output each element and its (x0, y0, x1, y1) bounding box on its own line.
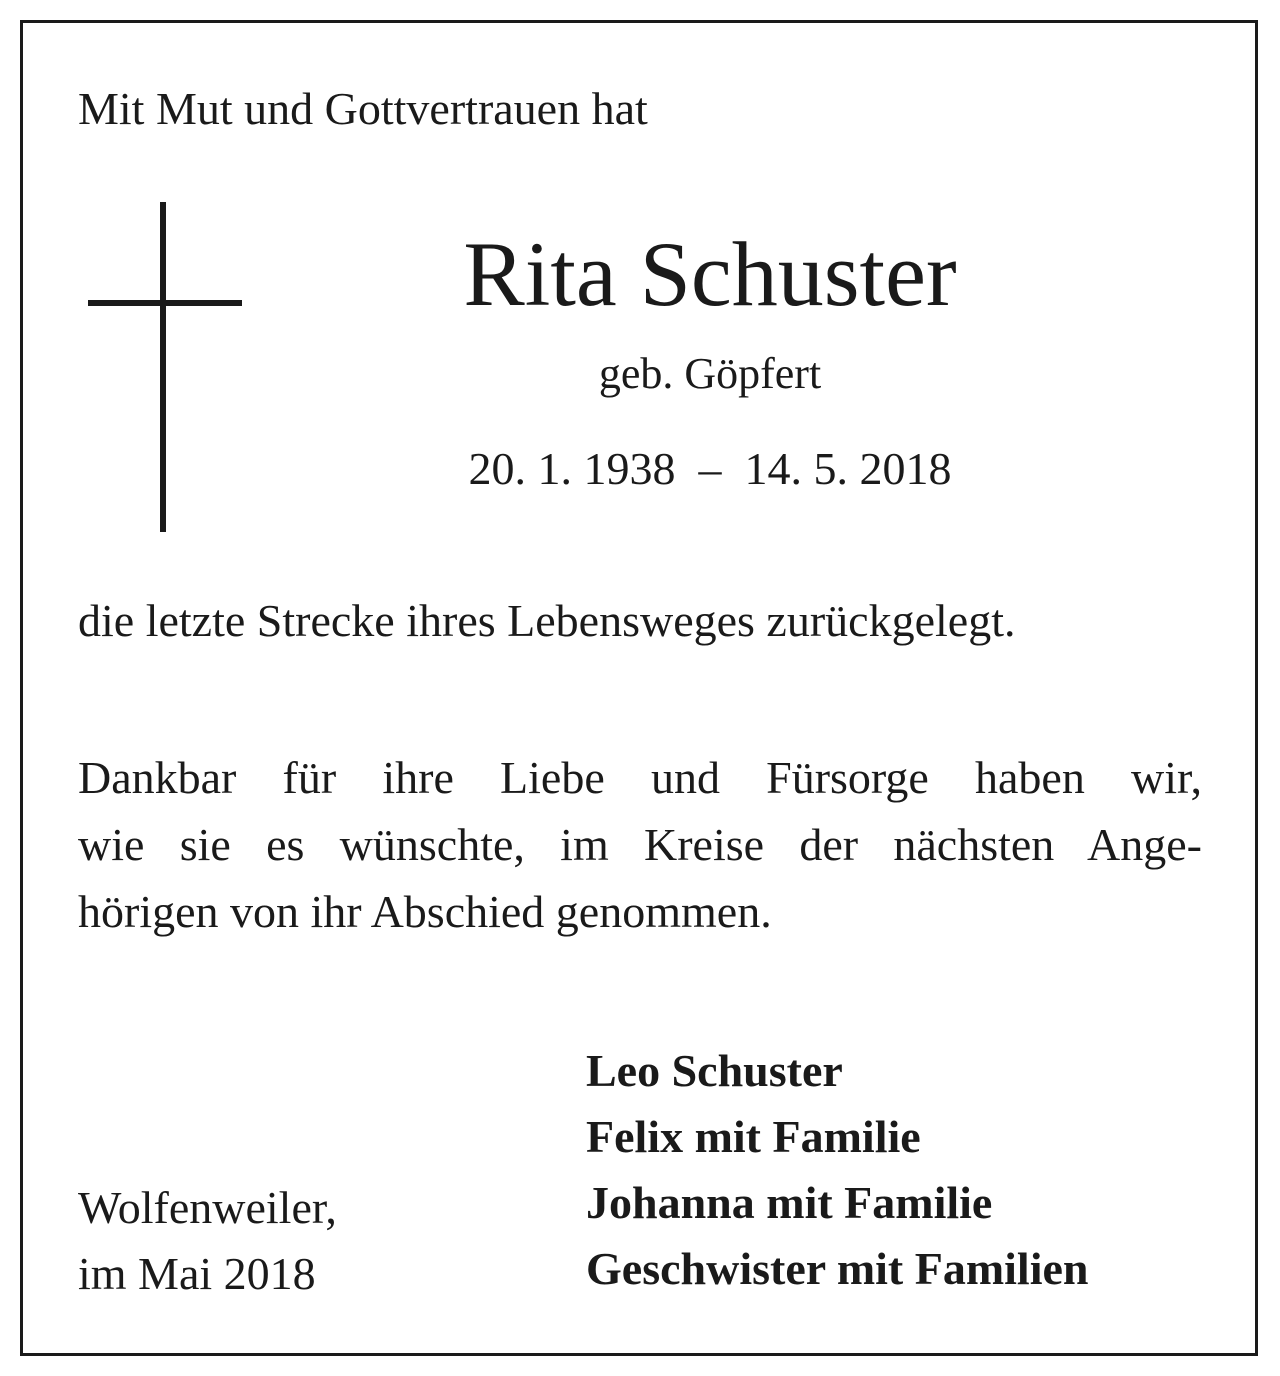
after-text: die letzte Strecke ihres Lebensweges zurückgelegt. (78, 595, 1016, 646)
signer-4: Geschwister mit Familien (586, 1243, 1089, 1294)
thanks-paragraph (78, 744, 1202, 945)
cross-vertical-bar (160, 202, 166, 532)
place-date-block (78, 1175, 337, 1307)
signers-block (586, 1038, 1089, 1302)
maiden-name: geb. Göpfert (598, 349, 822, 398)
thanks-line-1: Dankbar für ihre Liebe und Fürsorge haben wir, (78, 752, 1202, 803)
thanks-line-3: hörigen von ihr Abschied genommen. (78, 886, 772, 937)
signer-2: Felix mit Familie (586, 1111, 921, 1162)
signer-3: Johanna mit Familie (586, 1177, 993, 1228)
deceased-name: Rita Schuster (463, 223, 957, 325)
thanks-line-2: wie sie es wünschte, im Kreise der nächsten Ange- (78, 819, 1202, 870)
intro-text: Mit Mut und Gottvertrauen hat (78, 83, 648, 134)
signer-1: Leo Schuster (586, 1045, 843, 1096)
life-dates: 20. 1. 1938 – 14. 5. 2018 (468, 443, 952, 494)
date-text: im Mai 2018 (78, 1248, 316, 1299)
cross-horizontal-bar (88, 300, 242, 306)
place-text: Wolfenweiler, (78, 1182, 337, 1233)
